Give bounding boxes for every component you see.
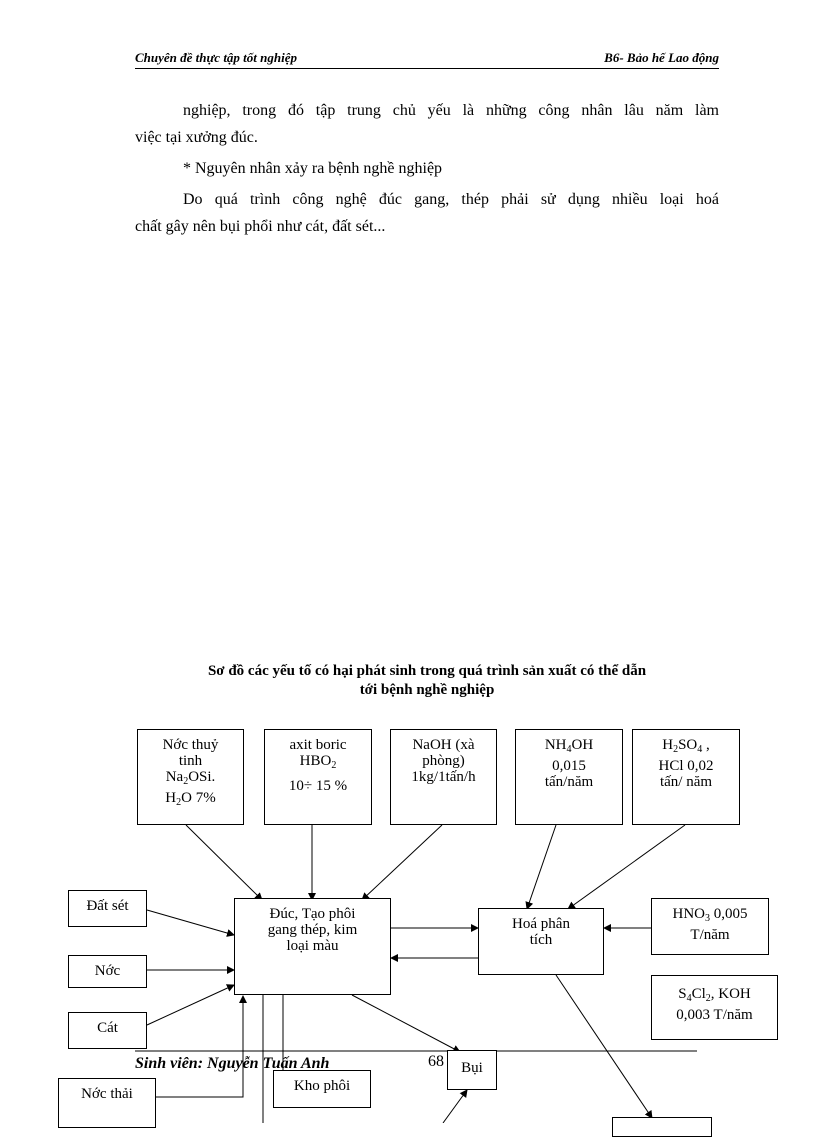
- box-text: Nớc thải: [81, 1086, 133, 1102]
- box-kho-phoi: [273, 1070, 371, 1108]
- box-bui: [447, 1050, 497, 1090]
- body-line: nghiệp, trong đó tập trung chủ yếu là những công nhân lâu năm làm: [183, 102, 719, 119]
- box-hoa-phan-tich: [478, 908, 604, 975]
- arrow-to-bui: [443, 1090, 467, 1123]
- box-axit-boric: [264, 729, 372, 825]
- body-line: Do quá trình công nghệ đúc gang, thép phải sử dụng nhiều loại hoá: [183, 191, 719, 208]
- box-text: tích: [529, 932, 553, 948]
- body-line: việc tại xưởng đúc.: [135, 129, 258, 146]
- body-line: * Nguyên nhân xảy ra bệnh nghề nghiệp: [183, 160, 443, 177]
- box-text: $S_4Cl_2$, KOH: [678, 986, 751, 1004]
- box-text: tinh: [178, 753, 203, 769]
- arrow-nuocthai-center: [156, 996, 243, 1097]
- page-number: 68: [428, 1053, 444, 1070]
- box-naoh: [390, 729, 497, 825]
- box-s4cl2: [651, 975, 778, 1040]
- box-text: Nớc: [94, 963, 121, 979]
- box-text: tấn/năm: [544, 774, 594, 790]
- box-text: Cát: [97, 1020, 118, 1036]
- box-hno3: [651, 898, 769, 955]
- box-partial: [612, 1117, 712, 1137]
- box-nuoc-thai: [58, 1078, 156, 1128]
- box-text: loại màu: [286, 938, 339, 954]
- box-text: Đúc, Tạo phôi: [269, 906, 356, 922]
- box-text: 0,015: [552, 758, 586, 774]
- header-right: B6- Bảo hế Lao động: [604, 50, 719, 65]
- box-text: T/năm: [690, 927, 730, 943]
- box-text: phòng): [422, 753, 465, 769]
- arrow-h2so4-hoa: [568, 825, 685, 909]
- box-text: 0,003 T/năm: [676, 1007, 753, 1023]
- box-text: $H_2O$ 7%: [165, 790, 216, 808]
- box-text: $Na_2OSi$.: [165, 769, 216, 787]
- box-text: Đất sét: [86, 898, 129, 914]
- arrow-center-bui: [352, 995, 460, 1052]
- diagram-title-line: Sơ đồ các yếu tố có hại phát sinh trong quá trình sản xuất có thể dẫn: [207, 663, 647, 679]
- box-nuoc: [68, 955, 147, 988]
- box-text: 1kg/1tấn/h: [411, 769, 476, 785]
- arrow-nh4oh-hoa: [527, 825, 556, 909]
- arrow-datset-center: [147, 910, 234, 935]
- box-dat-set: [68, 890, 147, 927]
- box-text: Nớc thuỷ: [162, 737, 219, 753]
- arrow-naoh-center: [362, 825, 442, 900]
- box-h2so4: [632, 729, 740, 825]
- box-text: NaOH (xà: [412, 737, 475, 753]
- box-text: Hoá phân: [512, 916, 570, 932]
- box-text: HCl 0,02: [658, 758, 714, 774]
- box-text: $HNO_3$ 0,005: [672, 906, 748, 924]
- arrow-cat-center: [147, 985, 234, 1025]
- box-cat: [68, 1012, 147, 1049]
- header-left: Chuyên đề thực tập tốt nghiệp: [135, 50, 297, 65]
- box-text: gang thép, kim: [267, 922, 358, 938]
- box-text: axit boric: [289, 737, 347, 753]
- box-duc-tao-phoi: [234, 898, 391, 995]
- body-line: chất gây nên bụi phổi như cát, đất sét...: [135, 218, 386, 235]
- diagram-title-line: tới bệnh nghề nghiệp: [359, 682, 495, 698]
- box-text: $HBO_2$: [299, 753, 337, 771]
- arrow-hoa-down: [556, 975, 652, 1118]
- box-text: Bụi: [461, 1060, 483, 1076]
- box-text: tấn/ năm: [659, 774, 713, 790]
- box-text: $H_2SO_4$ ,: [662, 737, 710, 755]
- footer-student: Sinh viên: Nguyễn Tuấn Anh: [135, 1055, 330, 1072]
- box-text: Kho phôi: [293, 1078, 351, 1094]
- box-text: 10÷ 15 %: [288, 778, 348, 794]
- arrow-nuoc-thuy-tinh-center: [186, 825, 262, 900]
- box-nh4oh: [515, 729, 623, 825]
- box-text: $NH_4OH$: [544, 737, 594, 755]
- box-nuoc-thuy-tinh: [137, 729, 244, 825]
